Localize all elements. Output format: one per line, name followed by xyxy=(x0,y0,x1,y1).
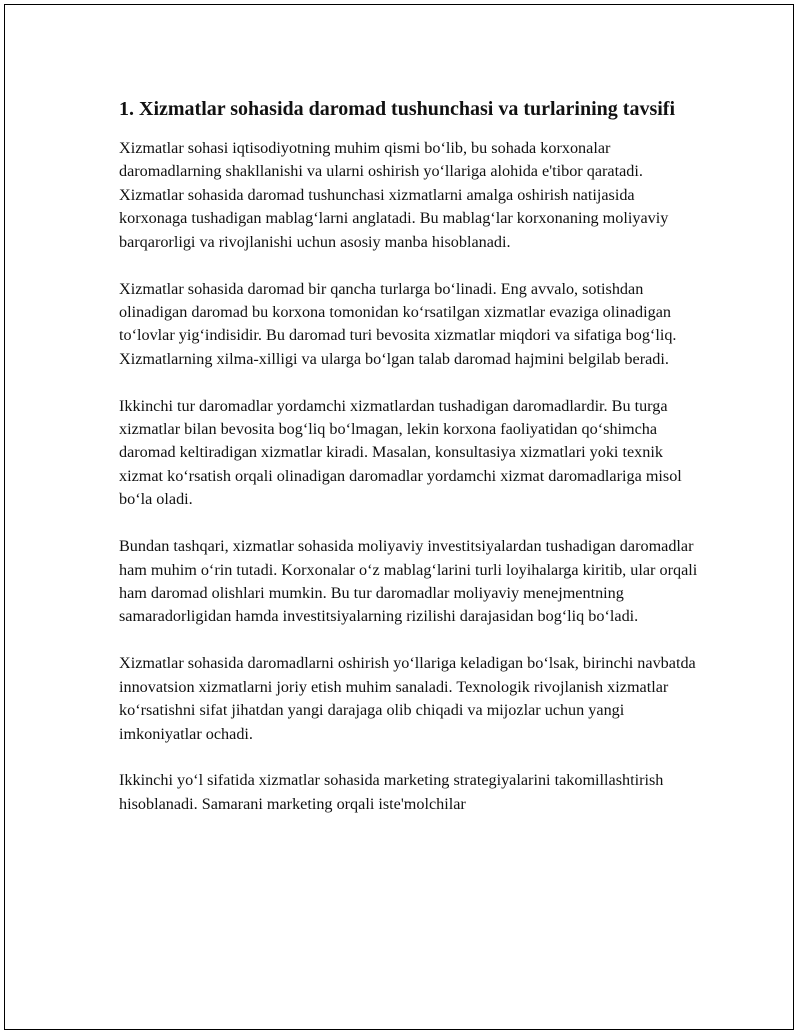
paragraph: Ikkinchi tur daromadlar yordamchi xizmatlardan tushadigan daromadlardir. Bu turga xizmatlar bilan bevosita bog‘liq bo‘lmagan, lekin korxona faoliyatidan qo‘shimcha daromad keltiradigan xizmatlar kiradi. Masalan, konsultasiya xizmatlari yoki texnik xizmat ko‘rsatish orqali olinadigan daromadlar yordamchi xizmat daromadlariga misol bo‘la oladi. xyxy=(119,396,682,509)
paragraph: Bundan tashqari, xizmatlar sohasida moliyaviy investitsiyalardan tushadigan daromadlar ham muhim o‘rin tutadi. Korxonalar o‘z mablag‘larini turli loyihalarga kiritib, ular orqali ham daromad olishlari mumkin. Bu tur daromadlar moliyaviy menejmentning samaradorligidan hamda investitsiyalarning rizilishi darajasidan bog‘liq bo‘ladi. xyxy=(119,537,698,626)
paragraph: Xizmatlar sohasida daromad bir qancha turlarga bo‘linadi. Eng avvalo, sotishdan olinadigan daromad bu korxona tomonidan ko‘rsatilgan xizmatlar evaziga olinadigan to‘lovlar yig‘indisidir. Bu daromad turi bevosita xizmatlar miqdori va sifatiga bog‘liq. Xizmatlarning xilma-xilligi va ularga bo‘lgan talab daromad hajmini belgilab beradi. xyxy=(119,279,677,368)
document-body xyxy=(119,95,699,840)
paragraph: Xizmatlar sohasi iqtisodiyotning muhim qismi bo‘lib, bu sohada korxonalar daromadlarning shakllanishi va ularni oshirish yo‘llariga alohida e'tibor qaratadi. Xizmatlar sohasida daromad tushunchasi xizmatlarni amalga oshirish natijasida korxonaga tushadigan mablag‘larni anglatadi. Bu mablag‘lar korxonaning moliyaviy barqarorligi va rivojlanishi uchun asosiy manba hisoblanadi. xyxy=(119,139,669,251)
document-page xyxy=(4,4,794,1030)
paragraph: Ikkinchi yo‘l sifatida xizmatlar sohasida marketing strategiyalarini takomillashtirish hisoblanadi. Samarani marketing orqali iste'molchilar xyxy=(119,771,664,813)
section-heading: 1. Xizmatlar sohasida daromad tushunchasi va turlarining tavsifi xyxy=(119,98,676,120)
paragraph: Xizmatlar sohasida daromadlarni oshirish yo‘llariga keladigan bo‘lsak, birinchi navbatda innovatsion xizmatlarni joriy etish muhim sanaladi. Texnologik rivojlanish xizmatlar ko‘rsatishni sifat jihatdan yangi darajaga olib chiqadi va mijozlar uchun yangi imkoniyatlar ochadi. xyxy=(119,654,696,743)
